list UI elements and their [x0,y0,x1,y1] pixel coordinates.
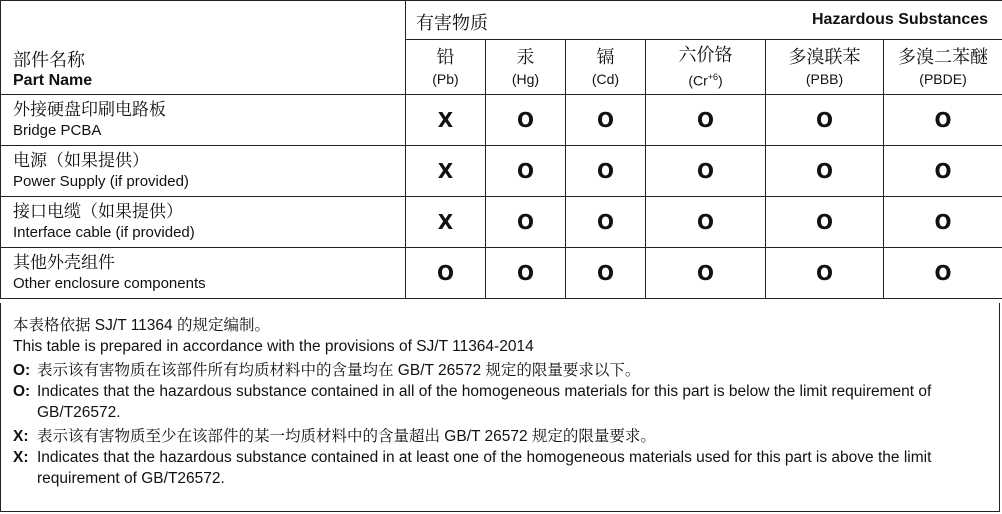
substance-symbol: (PBDE) [919,71,967,87]
o-symbol: O: [13,362,31,379]
substance-mark: O [566,95,646,146]
o-definition-zh [13,360,987,381]
x-symbol: X: [13,428,29,445]
table-row [1,146,1002,197]
part-name-cell [1,197,406,248]
substance-mark: O [646,146,766,197]
substance-header-chromium [646,40,766,95]
x-symbol: X: [13,449,29,466]
substance-mark: O [766,197,884,248]
x-definition-zh-text: 表示该有害物质至少在该部件的某一均质材料中的含量超出 GB/T 26572 规定的限量要求。 [37,428,656,445]
substance-mark: O [884,248,1002,299]
part-name-zh: 接口电缆（如果提供） [13,202,183,221]
x-definition-en [13,447,987,489]
part-name-en: Power Supply (if provided) [13,173,189,190]
part-name-header-zh: 部件名称 [13,50,85,70]
substance-header-cadmium [566,40,646,95]
notes-section [0,303,1000,512]
x-definition-zh [13,426,987,447]
substance-mark: O [566,248,646,299]
substance-mark: X [406,197,486,248]
symbol-close-paren: ) [718,72,723,89]
substance-name-zh: 汞 [516,47,535,67]
chromium-valence: +6 [707,72,719,83]
substance-mark: O [884,95,1002,146]
o-definition-en-text: Indicates that the hazardous substance contained in all of the homogeneous materials for this part is below the limit requirement of GB/T26572. [37,383,932,421]
substance-mark: O [566,146,646,197]
substance-symbol: (Pb) [432,71,459,87]
part-name-zh: 电源（如果提供） [13,151,149,170]
hazardous-substances-header [406,1,1002,40]
hazardous-header-zh: 有害物质 [416,13,488,33]
substance-name-zh: 六价铬 [678,45,733,66]
substance-mark: O [884,197,1002,248]
table-row [1,95,1002,146]
part-name-header [1,1,406,95]
part-name-en: Other enclosure components [13,275,206,292]
substance-header-pbb [766,40,884,95]
x-definition-en-text: Indicates that the hazardous substance contained in at least one of the homogeneous materials used for this part is above the limit requirement of GB/T26572. [37,449,932,487]
substance-mark: O [406,248,486,299]
substance-mark: O [486,95,566,146]
substance-name-zh: 多溴二苯醚 [898,47,989,67]
substance-mark: O [646,197,766,248]
part-name-cell [1,146,406,197]
part-name-zh: 其他外壳组件 [13,253,115,272]
table-row [1,197,1002,248]
basis-note-zh: 本表格依据 SJ/T 11364 的规定编制。 [13,317,270,334]
substance-symbol: (Cr [688,72,708,89]
substance-mark: O [766,146,884,197]
substance-symbol: (Cd) [591,71,620,87]
substance-mark: O [646,248,766,299]
part-name-cell [1,95,406,146]
hazardous-header-en: Hazardous Substances [812,11,989,28]
o-definition-zh-text: 表示该有害物质在该部件所有均质材料中的含量均在 GB/T 26572 规定的限量要求以下。 [37,362,641,379]
substance-mark: O [486,197,566,248]
substance-mark: O [766,248,884,299]
substance-name-zh: 镉 [596,47,615,67]
substance-mark: O [486,146,566,197]
part-name-header-en: Part Name [13,72,93,89]
substance-mark: X [406,146,486,197]
substance-mark: O [566,197,646,248]
table-row [1,248,1002,299]
part-name-en: Bridge PCBA [13,122,102,139]
substance-symbol: (Hg) [511,71,540,87]
substance-mark: O [766,95,884,146]
part-name-cell [1,248,406,299]
o-symbol: O: [13,383,31,400]
substance-symbol: (PBB) [805,71,844,87]
part-name-en: Interface cable (if provided) [13,224,195,241]
substance-mark: O [646,95,766,146]
o-definition-en [13,381,987,423]
part-name-zh: 外接硬盘印刷电路板 [13,100,166,119]
substance-mark: X [406,95,486,146]
substance-mark: O [884,146,1002,197]
substance-symbol-chromium [646,67,765,91]
substance-header-mercury [486,40,566,95]
basis-note-en: This table is prepared in accordance with the provisions of SJ/T 11364-2014 [13,338,534,355]
substance-header-lead [406,40,486,95]
substance-name-zh: 多溴联苯 [788,47,861,67]
substance-mark: O [486,248,566,299]
substance-header-pbde [884,40,1002,95]
substance-name-zh: 铅 [436,47,455,67]
